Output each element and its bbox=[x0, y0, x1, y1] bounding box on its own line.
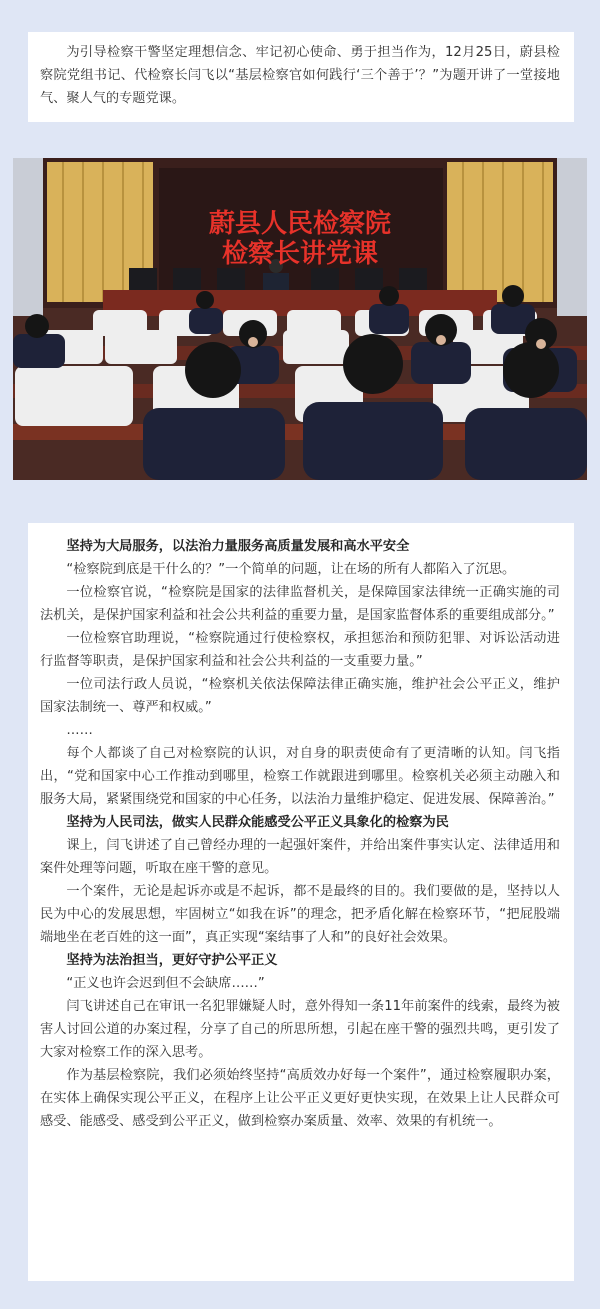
section-heading: 坚持为人民司法，做实人民群众能感受公平正义具象化的检察为民 bbox=[66, 815, 449, 830]
banner-title-line1: 蔚县人民检察院 bbox=[208, 209, 392, 239]
article-paragraph: 一个案件，无论是起诉亦或是不起诉，都不是最终的目的。我们要做的是，坚持以人民为中心的发展思想，牢固树立“如我在诉”的理念，把矛盾化解在检察环节，“把屁股端端地坐在老百姓的这一面”，真正实现“案结事了人和”的良好社会效果。 bbox=[40, 884, 560, 945]
article-card bbox=[28, 523, 574, 1281]
section-heading: 坚持为大局服务，以法治力量服务高质量发展和高水平安全 bbox=[66, 539, 410, 554]
article-paragraph: 作为基层检察院，我们必须始终坚持“高质效办好每一个案件”，通过检察履职办案，在实体上确保实现公平正义，在程序上让公平正义更好更快实现，在效果上让人民群众可感受、能感受、感受到公平正义，做到检察办案质量、效率、效果的有机统一。 bbox=[40, 1068, 560, 1129]
article-paragraph: 一位检察官说，“检察院是国家的法律监督机关，是保障国家法律统一正确实施的司法机关，是保护国家利益和社会公共利益的重要力量，是国家监督体系的重要组成部分。” bbox=[40, 585, 560, 623]
article-body bbox=[40, 535, 560, 1133]
article-paragraph: 课上，闫飞讲述了自己曾经办理的一起强奸案件，并给出案件事实认定、法律适用和案件处理等问题，听取在座干警的意见。 bbox=[40, 838, 560, 876]
intro-paragraph: 为引导检察干警坚定理想信念、牢记初心使命、勇于担当作为，12月25日，蔚县检察院党组书记、代检察长闫飞以“基层检察官如何践行‘三个善于’？”为题开讲了一堂接地气、聚人气的专题党课。 bbox=[40, 45, 560, 106]
section-heading: 坚持为法治担当，更好守护公平正义 bbox=[66, 953, 278, 968]
article-paragraph: 闫飞讲述自己在审讯一名犯罪嫌疑人时，意外得知一条11年前案件的线索，最终为被害人讨回公道的办案过程，分享了自己的所思所想，引起在座干警的强烈共鸣，更引发了大家对检察工作的深入思考。 bbox=[40, 999, 560, 1060]
article-paragraph: “检察院到底是干什么的？”一个简单的问题，让在场的所有人都陷入了沉思。 bbox=[66, 562, 516, 577]
article-paragraph: 一位检察官助理说，“检察院通过行使检察权，承担惩治和预防犯罪、对诉讼活动进行监督等职责，是保护国家利益和社会公共利益的一支重要力量。” bbox=[40, 631, 560, 669]
article-paragraph: 每个人都谈了自己对检察院的认识，对自身的职责使命有了更清晰的认知。闫飞指出，“党和国家中心工作推动到哪里，检察工作就跟进到哪里。检察机关必须主动融入和服务大局，紧紧围绕党和国家的中心任务，以法治力量维护稳定、促进发展、保障善治。” bbox=[40, 746, 560, 807]
article-paragraph: …… bbox=[66, 723, 93, 738]
article-paragraph: 一位司法行政人员说，“检察机关依法保障法律正确实施，维护社会公平正义，维护国家法制统一、尊严和权威。” bbox=[40, 677, 560, 715]
lecture-photo-illustration bbox=[13, 158, 587, 480]
intro-card bbox=[28, 32, 574, 122]
article-paragraph: “正义也许会迟到但不会缺席……” bbox=[66, 976, 265, 991]
lecture-photo bbox=[13, 158, 587, 480]
banner-title-line2: 检察长讲党课 bbox=[221, 239, 379, 269]
